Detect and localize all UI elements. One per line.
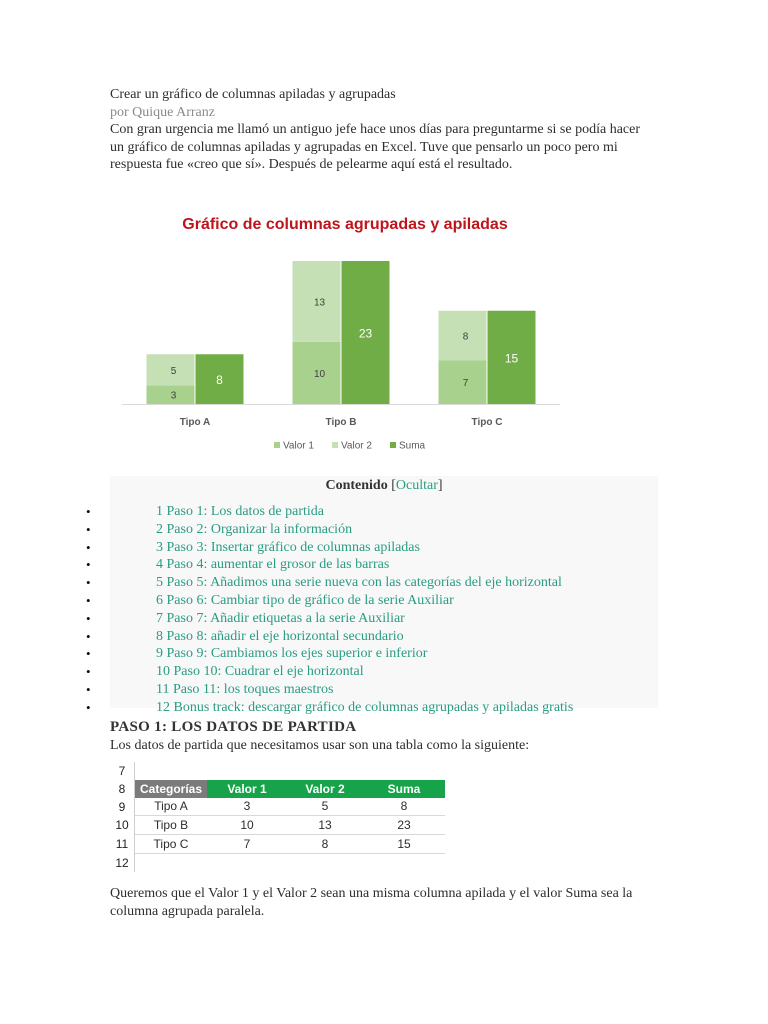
row-number: 10 xyxy=(110,816,135,835)
legend-label: Suma xyxy=(399,440,426,452)
table-cell: 8 xyxy=(363,798,445,816)
toc-title xyxy=(110,478,658,494)
toc-link[interactable]: 9 Paso 9: Cambiamos los ejes superior e inferior xyxy=(156,646,428,662)
toc-link[interactable]: 11 Paso 11: los toques maestros xyxy=(156,681,334,697)
row-number: 8 xyxy=(110,780,135,798)
step1-heading: PASO 1: LOS DATOS DE PARTIDA xyxy=(110,719,357,735)
row-number: 7 xyxy=(110,762,135,780)
toc-bullet: • xyxy=(86,681,91,697)
toc-bullet: • xyxy=(86,521,91,537)
toc-bracket-close: ] xyxy=(437,478,443,493)
table-row xyxy=(110,835,445,854)
toc-link[interactable]: 5 Paso 5: Añadimos una serie nueva con las categorías del eje horizontal xyxy=(156,575,562,591)
article-title: Crear un gráfico de columnas apiladas y agrupadas xyxy=(110,87,396,102)
toc-link[interactable]: 8 Paso 8: añadir el eje horizontal secundario xyxy=(156,628,404,644)
table-cell: 3 xyxy=(207,798,287,816)
table-cell: 15 xyxy=(363,835,445,854)
data-label: 3 xyxy=(170,390,177,402)
data-label: 8 xyxy=(216,373,223,388)
legend-swatch xyxy=(332,442,338,448)
toc-bullet: • xyxy=(86,557,91,573)
table-cell: 13 xyxy=(287,816,363,835)
toc-bullet: • xyxy=(86,504,91,519)
row-number: 11 xyxy=(110,835,135,854)
outro-text: Queremos que el Valor 1 y el Valor 2 sean una misma columna apilada y el valor Suma sea la columna agrupada paralela. xyxy=(110,886,633,919)
toc-link[interactable]: 6 Paso 6: Cambiar tipo de gráfico de la serie Auxiliar xyxy=(156,592,454,608)
table-cell: 5 xyxy=(287,798,363,816)
sheet-blank-row xyxy=(110,853,445,871)
toc-bullet: • xyxy=(86,539,91,555)
toc-link[interactable]: 3 Paso 3: Insertar gráfico de columnas apiladas xyxy=(156,539,420,555)
step1-text: Los datos de partida que necesitamos usar son una tabla como la siguiente: xyxy=(110,738,530,753)
legend-swatch xyxy=(274,442,280,448)
header-cell: Valor 1 xyxy=(207,780,287,798)
toc-bullet: • xyxy=(86,592,91,608)
table-cell: Tipo A xyxy=(135,798,208,816)
toc-bullet: • xyxy=(86,628,91,644)
legend-label: Valor 1 xyxy=(283,440,314,452)
sheet-header-row xyxy=(110,780,445,798)
x-tick-label: Tipo B xyxy=(325,417,357,428)
table-cell: Tipo B xyxy=(135,816,208,835)
toc-link[interactable]: 2 Paso 2: Organizar la información xyxy=(156,521,353,537)
data-label: 7 xyxy=(462,378,469,390)
data-label: 10 xyxy=(313,368,326,380)
table-of-contents xyxy=(86,476,658,715)
table-row xyxy=(110,816,445,835)
article-intro-text: Con gran urgencia me llamó un antiguo jefe hace unos días para preguntarme si se podía hacer un gráfico de columnas apiladas y agrupadas en Excel. Tuve que pensarlo un poco pero mi respuesta fue «creo que sí». Después de pelearme aquí está el resultado. xyxy=(110,122,640,172)
article-author: por Quique Arranz xyxy=(110,104,215,120)
article-intro xyxy=(110,86,650,174)
x-tick-label: Tipo C xyxy=(471,417,503,428)
toc-bullet: • xyxy=(86,610,91,626)
toc-link[interactable]: 7 Paso 7: Añadir etiquetas a la serie Auxiliar xyxy=(156,610,405,626)
toc-bullet: • xyxy=(86,664,91,680)
toc-link[interactable]: 4 Paso 4: aumentar el grosor de las barras xyxy=(156,557,390,573)
legend-swatch xyxy=(390,442,396,448)
row-number: 9 xyxy=(110,798,135,816)
table-cell: 8 xyxy=(287,835,363,854)
toc-bullet: • xyxy=(86,646,91,662)
toc-link[interactable]: 10 Paso 10: Cuadrar el eje horizontal xyxy=(156,664,364,680)
chart-title: Gráfico de columnas agrupadas y apiladas xyxy=(182,216,508,233)
toc-title-text: Contenido xyxy=(325,478,388,493)
spreadsheet-table xyxy=(110,762,445,872)
header-cell: Valor 2 xyxy=(287,780,363,798)
table-cell: 23 xyxy=(363,816,445,835)
data-label: 15 xyxy=(504,351,519,366)
table-cell: 10 xyxy=(207,816,287,835)
legend-label: Valor 2 xyxy=(341,440,372,452)
data-label: 23 xyxy=(358,326,373,341)
data-label: 5 xyxy=(170,365,177,377)
data-label: 8 xyxy=(462,331,469,343)
chart-svg xyxy=(110,200,580,462)
toc-bullet: • xyxy=(86,699,91,715)
header-cell: Categorías xyxy=(135,780,208,798)
table-cell: 7 xyxy=(207,835,287,854)
toc-bullet: • xyxy=(86,575,91,591)
chart-image xyxy=(110,200,580,462)
data-label: 13 xyxy=(313,297,326,309)
row-number: 12 xyxy=(110,853,135,871)
step1-section xyxy=(110,718,670,755)
header-cell: Suma xyxy=(363,780,445,798)
table-row xyxy=(110,798,445,816)
toc-toggle-link[interactable]: Ocultar xyxy=(395,478,438,493)
toc-link[interactable]: 1 Paso 1: Los datos de partida xyxy=(156,504,324,519)
table-cell: Tipo C xyxy=(135,835,208,854)
toc-bracket-open: [ xyxy=(391,478,396,493)
toc-link[interactable]: 12 Bonus track: descargar gráfico de columnas agrupadas y apiladas gratis xyxy=(156,699,574,715)
x-tick-label: Tipo A xyxy=(179,417,211,428)
sheet-blank-row xyxy=(110,762,445,780)
